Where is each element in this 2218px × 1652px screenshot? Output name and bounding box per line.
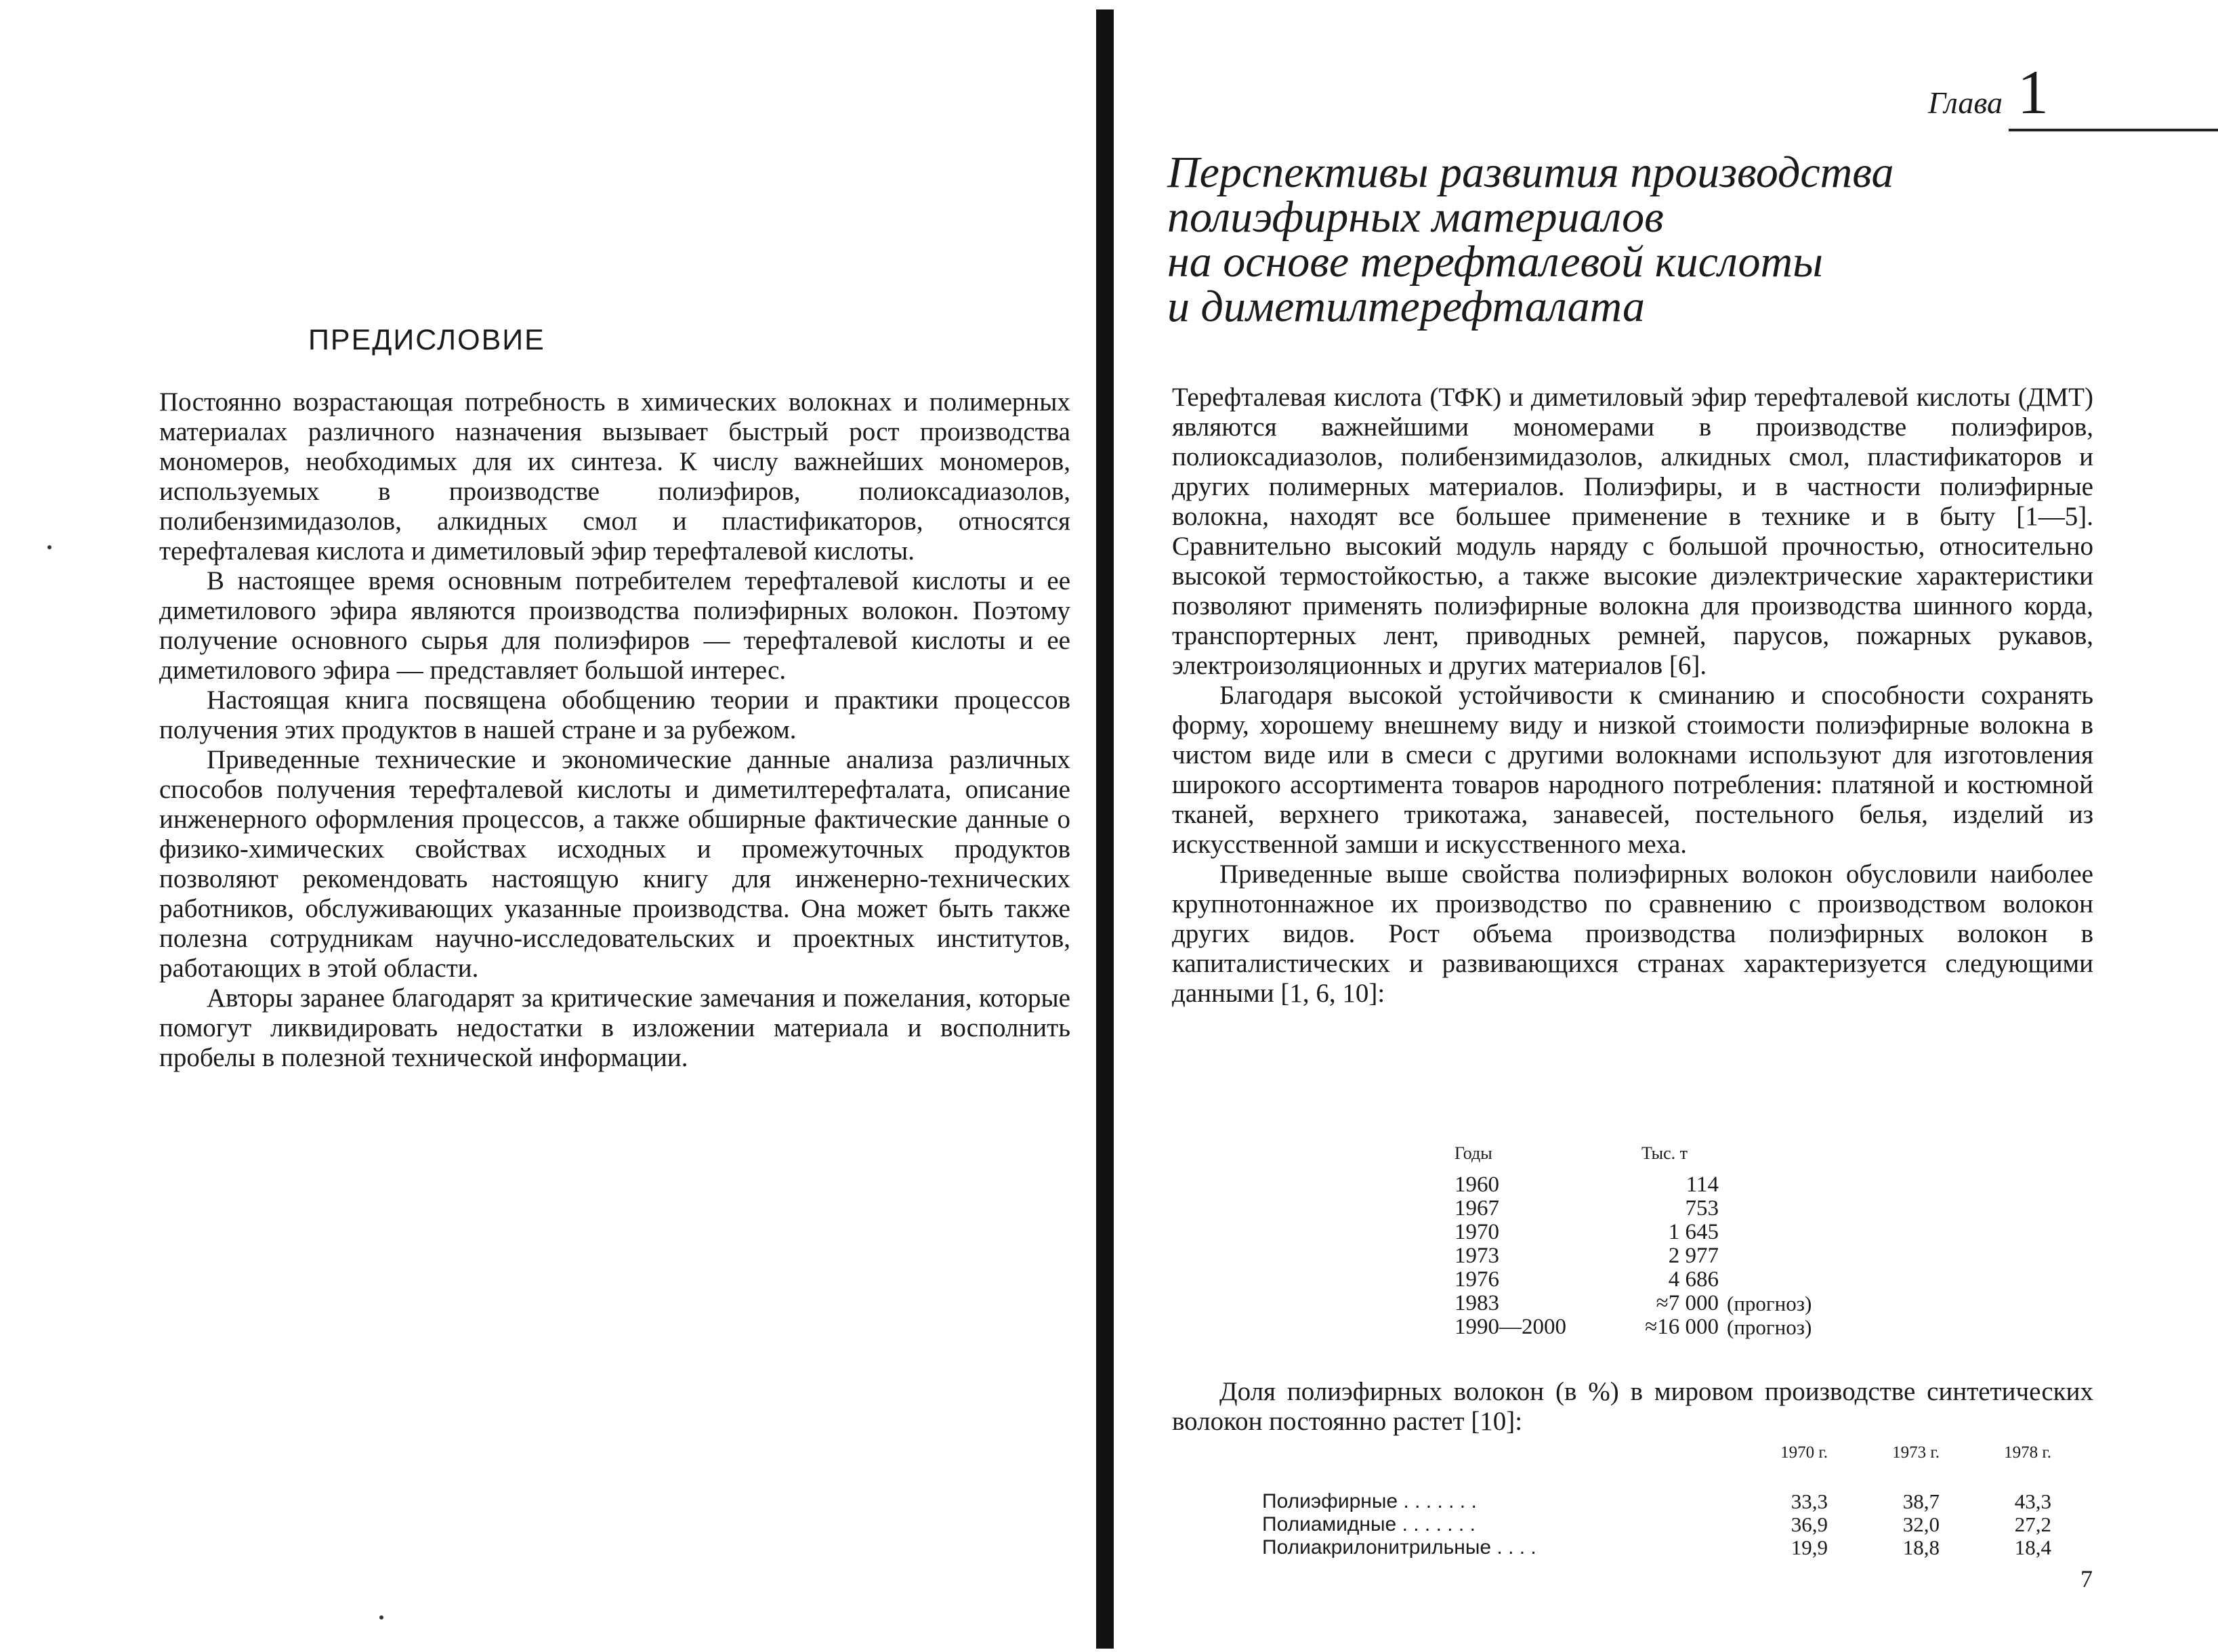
- header-1973: 1973 г.: [1892, 1443, 1940, 1462]
- header-years: Годы: [1455, 1143, 1492, 1163]
- value-cell: 2 977: [1668, 1244, 1719, 1268]
- value-cell: 36,9: [1791, 1512, 1828, 1536]
- chapter-title-line: полиэфирных материалов: [1167, 192, 1664, 242]
- year-cell: 1973: [1455, 1244, 1499, 1268]
- chapter-title-line: на основе терефталевой кислоты: [1167, 237, 1823, 287]
- value-cell: 18,8: [1902, 1535, 1940, 1559]
- note-cell: [1719, 1268, 1727, 1292]
- note-cell: [1719, 1173, 1727, 1197]
- chapter-label: [1928, 58, 2049, 127]
- right-page: [1138, 0, 2218, 1652]
- year-cell: 1960: [1455, 1172, 1499, 1197]
- production-table-header: [1455, 1141, 1812, 1165]
- table-row: [1262, 1490, 2051, 1513]
- value-cell: 1 645: [1668, 1220, 1719, 1244]
- table-row: [1262, 1536, 2051, 1559]
- share-paragraph: Доля полиэфирных волокон (в %) в мировом производстве синтетических волокон постоянно растет [10]:: [1172, 1377, 2093, 1436]
- table-row: [1455, 1268, 1812, 1292]
- chapter-title-line: и диметилтерефталата: [1167, 282, 1645, 331]
- year-cell: 1983: [1455, 1291, 1499, 1315]
- value-cell: 114: [1686, 1172, 1719, 1197]
- value-cell: ≈16 000: [1645, 1315, 1719, 1339]
- year-cell: 1990—2000: [1455, 1315, 1566, 1339]
- preface-paragraph: В настоящее время основным потребителем терефталевой кислоты и ее диметилового эфира являются производства полиэфирных волокон. Поэтому получение основного сырья для полиэфиров — терефталевой кислоты и ее диметилового эфира — представляет большой интерес.: [159, 566, 1070, 685]
- header-thousand-tons: Тыс. т: [1641, 1143, 1688, 1163]
- chapter-rule: [2009, 129, 2218, 131]
- chapter-body: [1172, 383, 2093, 1009]
- table-row: [1455, 1315, 1812, 1339]
- year-cell: 1967: [1455, 1196, 1499, 1221]
- value-cell: 38,7: [1902, 1489, 1940, 1513]
- left-page: [0, 0, 1097, 1652]
- preface-title: ПРЕДИСЛОВИЕ: [308, 324, 545, 356]
- value-cell: ≈7 000: [1656, 1291, 1719, 1315]
- table-row: [1455, 1292, 1812, 1315]
- chapter-paragraph: Приведенные выше свойства полиэфирных волокон обусловили наиболее крупнотоннажное их производство по сравнению с производством волокон других видов. Рост объема производства полиэфирных волокон в капиталистических и развивающихся странах характеризуется следующими данными [1, 6, 10]:: [1172, 860, 2093, 1008]
- table-row: [1262, 1513, 2051, 1536]
- preface-paragraph: Настоящая книга посвящена обобщению теории и практики процессов получения этих продуктов в нашей стране и за рубежом.: [159, 685, 1070, 744]
- value-cell: 19,9: [1791, 1535, 1828, 1559]
- value-cell: 18,4: [2014, 1535, 2051, 1559]
- page-number: 7: [2080, 1565, 2093, 1592]
- note-cell: [1719, 1197, 1727, 1221]
- preface-paragraph: Приведенные технические и экономические данные анализа различных способов получения терефталевой кислоты и диметилтерефталата, описание инженерного оформления процессов, а также обширные фактические данные о физико-химических свойствах исходных и промежуточных продуктов позволяют рекомендовать настоящую книгу для инженерно-технических работников, обслуживающих указанные производства. Она может быть также полезна сотрудникам научно-исследовательских и проектных институтов, работающих в этой области.: [159, 745, 1070, 983]
- fiber-label: Полиакрилонитрильные . . . .: [1262, 1536, 1536, 1559]
- value-cell: 43,3: [2014, 1489, 2051, 1513]
- value-cell: 27,2: [2014, 1512, 2051, 1536]
- preface-paragraph: Постоянно возрастающая потребность в химических волокнах и полимерных материалах различного назначения вызывает быстрый рост производства мономеров, необходимых для их синтеза. К числу важнейших мономеров, используемых в производстве полиэфиров, полиоксадиазолов, полибензимидазолов, алкидных смол и пластификаторов, относятся терефталевая кислота и диметиловый эфир терефталевой кислоты.: [159, 387, 1070, 566]
- note-cell: [1719, 1221, 1727, 1244]
- chapter-paragraph: Благодаря высокой устойчивости к сминанию и способности сохранять форму, хорошему внешнему виду и низкой стоимости полиэфирные волокна в чистом виде или в смеси с другими волокнами используют для изготовления широкого ассортимента товаров народного потребления: платяной и костюмной тканей, верхнего трикотажа, занавесей, постельного белья, изделий из искусственной замши и искусственного меха.: [1172, 681, 2093, 859]
- chapter-number: 1: [2017, 58, 2049, 127]
- fiber-label: Полиэфирные . . . . . . .: [1262, 1490, 1477, 1512]
- table-row: [1455, 1173, 1812, 1197]
- chapter-label-text: Глава: [1928, 85, 2003, 120]
- book-gutter: [1096, 9, 1114, 1649]
- value-cell: 4 686: [1668, 1267, 1719, 1292]
- chapter-title: [1167, 150, 1894, 329]
- note-cell: (прогноз): [1727, 1292, 1812, 1315]
- fiber-label: Полиамидные . . . . . . .: [1262, 1513, 1476, 1535]
- scan-speck: [47, 545, 51, 549]
- chapter-paragraph: Терефталевая кислота (ТФК) и диметиловый эфир терефталевой кислоты (ДМТ) являются важнейшими мономерами в производстве полиэфиров, полиоксадиазолов, полибензимидазолов, алкидных смол, пластификаторов и других полимерных материалов. Полиэфиры, и в частности полиэфирные волокна, находят все большее применение в технике и в быту [1—5]. Сравнительно высокий модуль наряду с большой прочностью, относительно высокой термостойкостью, а также высокие диэлектрические характеристики позволяют применять полиэфирные волокна для производства шинного корда, транспортерных лент, приводных ремней, парусов, пожарных рукавов, электроизоляционных и других материалов [6].: [1172, 383, 2093, 680]
- year-cell: 1976: [1455, 1267, 1499, 1292]
- header-1978: 1978 г.: [2004, 1443, 2051, 1462]
- share-table: [1262, 1441, 2051, 1559]
- production-table: [1455, 1141, 1812, 1339]
- note-cell: (прогноз): [1727, 1315, 1812, 1339]
- share-table-header: [1262, 1441, 2051, 1464]
- table-row: [1455, 1197, 1812, 1221]
- value-cell: 753: [1685, 1196, 1719, 1221]
- scan-speck: [379, 1615, 383, 1619]
- header-1970: 1970 г.: [1780, 1443, 1828, 1462]
- share-intro: [1172, 1377, 2093, 1437]
- table-row: [1455, 1221, 1812, 1244]
- value-cell: 33,3: [1791, 1489, 1828, 1513]
- preface-body: [159, 387, 1070, 1073]
- header-spacer: [1262, 1441, 1716, 1464]
- table-row: [1455, 1244, 1812, 1268]
- note-cell: [1719, 1244, 1727, 1268]
- year-cell: 1970: [1455, 1220, 1499, 1244]
- value-cell: 32,0: [1902, 1512, 1940, 1536]
- chapter-title-line: Перспективы развития производства: [1167, 148, 1894, 197]
- preface-paragraph: Авторы заранее благодарят за критические замечания и пожелания, которые помогут ликвидировать недостатки в изложении материала и восполнить пробелы в полезной технической информации.: [159, 983, 1070, 1072]
